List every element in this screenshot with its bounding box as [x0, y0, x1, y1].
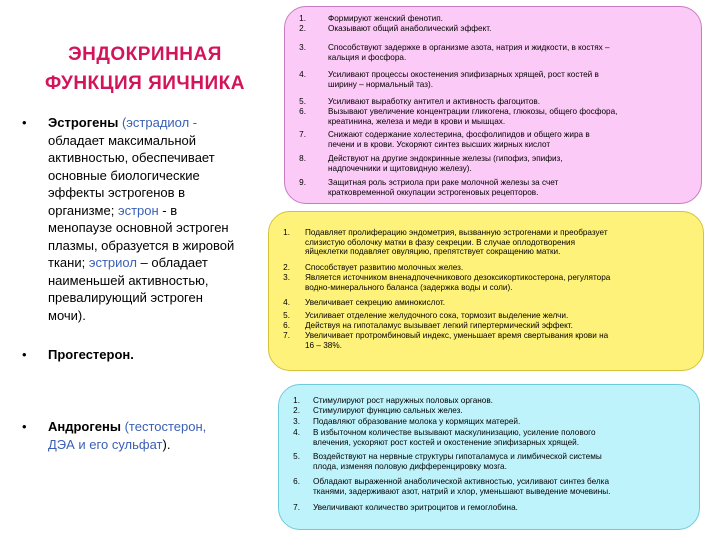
item-text-line: Способствуют задержке в организме азота, натрия и жидкости, в костях – — [328, 43, 610, 52]
item-text — [328, 107, 688, 126]
page-title-line-1: ЭНДОКРИННАЯ — [68, 44, 222, 65]
item-text — [328, 14, 688, 24]
item-text — [328, 97, 688, 107]
text-line — [48, 202, 268, 220]
bullet-icon: • — [22, 419, 27, 434]
item-text-line: Увеличивает секрецию аминокислот. — [305, 298, 446, 307]
item-text — [305, 331, 695, 350]
text-segment: Эстрогены — [48, 115, 122, 130]
item-text-line: Является источником вненадпочечникового дезоксикортикостерона, регулятора — [305, 273, 611, 282]
text-segment: организме; — [48, 202, 118, 218]
item-text-line: Формируют женский фенотип. — [328, 14, 443, 23]
progesterone-text — [48, 346, 268, 364]
item-number: 6. — [283, 321, 290, 330]
item-number: 2. — [283, 263, 290, 272]
androgens-item — [22, 418, 262, 458]
item-text — [313, 396, 691, 406]
item-text — [313, 452, 691, 471]
item-text-line: надпочечники и щитовидную железу). — [328, 163, 472, 173]
item-text-line: Стимулируют функцию сальных желез. — [313, 406, 463, 415]
item-text — [305, 311, 695, 321]
item-text — [313, 428, 691, 447]
item-text-line: Защитная роль эстриола при раке молочной железы за счет — [328, 178, 559, 187]
item-text-line: Действуют на другие эндокринные железы (гипофиз, эпифиз, — [328, 154, 563, 163]
item-text-line: Действуя на гипоталамус вызывает легкий гипертермический эффект. — [305, 321, 573, 330]
text-segment: основные биологические — [48, 167, 200, 183]
text-line — [48, 149, 268, 167]
item-text-line: Усиливает отделение желудочного сока, тормозит выделение желчи. — [305, 311, 569, 320]
item-text-line: Вызывают увеличение концентрации гликогена, глюкозы, общего фосфора, — [328, 107, 618, 116]
text-line — [48, 132, 268, 150]
item-text — [328, 70, 688, 89]
text-line — [48, 219, 268, 237]
text-line — [48, 114, 268, 132]
item-text-line: слизистую оболочку матки в фазу секреции. В случае оплодотворения — [305, 237, 576, 247]
item-text-line: тканями, задерживают азот, натрий и хлор, уменьшают выведение мочевины. — [313, 486, 611, 496]
item-number: 1. — [299, 14, 306, 23]
item-number: 2. — [293, 406, 300, 415]
hormone-term: (тестостерон, — [124, 419, 207, 434]
item-number: 3. — [293, 417, 300, 426]
item-text-line: влечения, ускоряют рост костей и окостенение эпифизарных хрящей. — [313, 437, 580, 447]
text-segment: Андрогены — [48, 419, 125, 434]
item-text-line: Снижают содержание холестерина, фосфолипидов и общего жира в — [328, 130, 590, 139]
item-text-line: Подавляет пролиферацию эндометрия, вызванную эстрогенами и преобразует — [305, 228, 608, 237]
item-number: 8. — [299, 154, 306, 163]
hormone-term: эстриол — [88, 255, 137, 270]
item-text — [313, 503, 691, 513]
item-text-line: водно-минерального баланса (задержка воды и соли). — [305, 282, 513, 292]
item-text-line: Стимулируют рост наружных половых органов. — [313, 396, 493, 405]
text-segment: активностью, обеспечивает — [48, 150, 215, 165]
page-title-line-2: ФУНКЦИЯ ЯИЧНИКА — [45, 73, 245, 94]
hormone-term: (эстрадиол - — [121, 115, 198, 130]
item-text — [328, 154, 688, 173]
item-text-line: Усиливают процессы окостенения эпифизарных хрящей, рост костей в — [328, 70, 599, 79]
item-text — [305, 321, 695, 331]
estrogens-item — [22, 114, 262, 324]
bullet-icon: • — [22, 347, 27, 362]
hormone-term: эстрон — [117, 202, 159, 218]
item-number: 4. — [299, 70, 306, 79]
item-text — [305, 228, 695, 257]
item-number: 1. — [283, 228, 290, 237]
item-text-line: Подавляют образование молока у кормящих матерей. — [313, 417, 521, 426]
text-line — [48, 346, 268, 364]
item-text-line: Способствует развитию молочных желез. — [305, 263, 464, 272]
text-segment: - в — [158, 202, 178, 218]
item-number: 5. — [283, 311, 290, 320]
item-text — [328, 178, 688, 197]
item-text-line: Воздействуют на нервные структуры гипоталамуса и лимбической системы — [313, 452, 602, 461]
item-text-line: Увеличивает протромбиновый индекс, уменьшает время свертывания крови на — [305, 331, 609, 340]
item-text-line: Оказывают общий анаболический эффект. — [328, 24, 492, 33]
text-line — [48, 184, 268, 202]
item-text-line: В избыточном количестве вызывают маскулинизацию, усиление полового — [313, 428, 596, 437]
item-number: 1. — [293, 396, 300, 405]
text-line — [48, 436, 268, 454]
item-text — [328, 130, 688, 149]
estrogens-text — [48, 114, 268, 324]
item-number: 7. — [299, 130, 306, 139]
item-number: 3. — [283, 273, 290, 282]
item-number: 5. — [293, 452, 300, 461]
text-segment: плазмы, образуется в жировой — [48, 237, 235, 253]
text-line — [48, 307, 268, 325]
item-number: 7. — [293, 503, 300, 512]
text-segment: превалирующий эстроген — [48, 290, 203, 305]
bullet-icon: • — [22, 115, 27, 130]
text-segment: обладает максимальной — [48, 132, 197, 148]
item-text — [313, 477, 691, 496]
item-text-line: 16 – 38%. — [305, 340, 342, 350]
item-number: 5. — [299, 97, 306, 106]
text-segment: мочи). — [48, 307, 86, 323]
text-segment: менопаузе основной эстроген — [48, 220, 229, 235]
item-text — [328, 43, 688, 62]
androgens-text — [48, 418, 268, 453]
text-line — [48, 237, 268, 255]
item-number: 7. — [283, 331, 290, 340]
text-line — [48, 254, 268, 272]
hormone-term: ДЭА и его сульфат — [48, 436, 163, 452]
text-segment: эффекты эстрогенов в — [48, 185, 186, 200]
item-text-line: кальция и фосфора. — [328, 52, 407, 62]
text-segment: ткани; — [48, 255, 89, 270]
item-number: 3. — [299, 43, 306, 52]
item-text-line: печени и в крови. Ускоряют синтез высших жирных кислот — [328, 139, 551, 149]
item-text-line: Усиливают выработку антител и активность фагоцитов. — [328, 97, 541, 106]
item-number: 2. — [299, 24, 306, 33]
text-segment: Прогестерон. — [48, 347, 134, 362]
item-number: 9. — [299, 178, 306, 187]
item-text — [313, 417, 691, 427]
text-segment: – обладает — [136, 255, 208, 270]
item-text-line: ширину – нормальный таз). — [328, 79, 433, 89]
item-text-line: яйцеклетки подавляет овуляцию, препятствует сокращению матки. — [305, 247, 561, 257]
item-text-line: Обладают выраженной анаболической активностью, усиливают синтез белка — [313, 477, 609, 486]
item-text — [328, 24, 688, 34]
item-number: 4. — [293, 428, 300, 437]
item-number: 6. — [299, 107, 306, 116]
item-text-line: плода, изменяя половую дифференцировку мозга. — [313, 461, 507, 471]
item-text-line: кратковременной оккупации эстрогеновых рецепторов. — [328, 187, 539, 197]
text-segment: ). — [162, 436, 171, 452]
item-text-line: креатинина, железа и меди в крови и мышцах. — [328, 116, 506, 126]
text-line — [48, 289, 268, 307]
item-number: 6. — [293, 477, 300, 486]
item-text — [313, 406, 691, 416]
text-line — [48, 272, 268, 290]
item-number: 4. — [283, 298, 290, 307]
item-text — [305, 298, 695, 308]
progesterone-item — [22, 346, 262, 366]
item-text-line: Увеличивают количество эритроцитов и гемоглобина. — [313, 503, 518, 512]
item-text — [305, 273, 695, 292]
text-line — [48, 167, 268, 185]
item-text — [305, 263, 695, 273]
text-line — [48, 418, 268, 436]
page-title — [14, 40, 276, 98]
text-segment: наименьшей активностью, — [48, 272, 209, 288]
